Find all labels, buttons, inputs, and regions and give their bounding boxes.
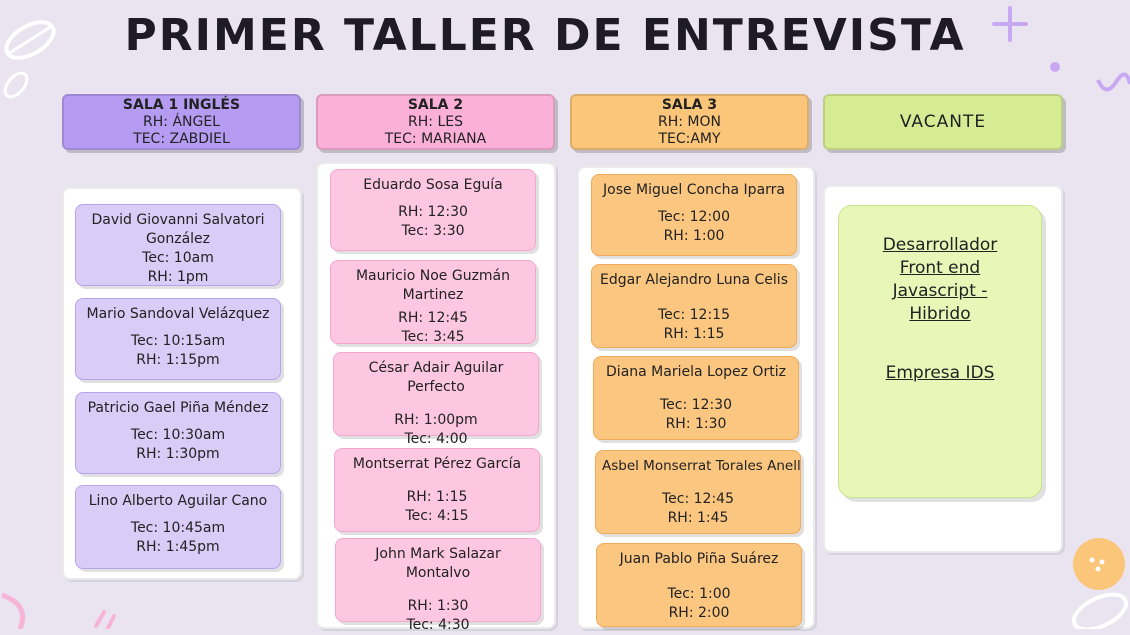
candidate-time-2: Tec: 3:30 xyxy=(401,223,465,239)
candidate-card xyxy=(330,169,536,251)
candidate-card xyxy=(335,538,541,633)
candidate-time-2: Tec: 4:30 xyxy=(406,617,470,633)
vacancy-header xyxy=(823,94,1063,150)
candidate-name: David Giovanni Salvatori González xyxy=(91,212,265,247)
vacancy-card xyxy=(838,205,1042,498)
candidate-card xyxy=(591,264,797,348)
candidate-card xyxy=(75,485,281,569)
candidate-time-1: Tec: 12:00 xyxy=(658,209,730,225)
candidate-name: Juan Pablo Piña Suárez xyxy=(619,551,779,567)
candidate-time-1: RH: 12:45 xyxy=(398,310,468,326)
candidate-name: Montserrat Pérez García xyxy=(352,456,522,472)
candidate-time-1: Tec: 10:30am xyxy=(130,427,226,443)
leaf-decoration-icon xyxy=(1066,584,1130,629)
candidate-name: Diana Mariela Lopez Ortiz xyxy=(606,364,786,380)
vacancy-role-line: Desarrollador xyxy=(882,235,998,255)
candidate-card xyxy=(593,356,799,440)
room-rh: RH: ÁNGEL xyxy=(143,113,220,130)
room-name: SALA 3 xyxy=(661,96,718,113)
candidate-time-2: RH: 1:15pm xyxy=(136,352,220,368)
candidate-time-1: Tec: 12:45 xyxy=(662,491,734,507)
candidate-name: Mario Sandoval Velázquez xyxy=(86,306,270,322)
page-title: PRIMER TALLER DE ENTREVISTA xyxy=(124,10,966,61)
room-header-sala-3 xyxy=(570,94,809,150)
room-name: SALA 1 INGLÉS xyxy=(122,96,241,113)
vacancy-role-line: Javascript - xyxy=(892,281,988,301)
candidate-card xyxy=(330,260,536,344)
candidate-name: Lino Alberto Aguilar Cano xyxy=(88,493,268,509)
room-header-sala-2 xyxy=(316,94,555,150)
candidate-card xyxy=(595,450,801,534)
room-tec: TEC: MARIANA xyxy=(384,130,487,147)
vacancy-company: Empresa IDS xyxy=(885,363,995,383)
candidate-name: Edgar Alejandro Luna Celis xyxy=(600,272,788,288)
candidate-time-2: RH: 1:45 xyxy=(667,510,729,526)
candidate-time-2: RH: 1:30pm xyxy=(136,446,220,462)
candidate-card xyxy=(333,352,539,447)
leaf-decoration-icon xyxy=(0,65,34,105)
candidate-time-1: Tec: 10am xyxy=(142,250,214,266)
candidate-name: Eduardo Sosa Eguía xyxy=(363,177,503,193)
candidate-time-2: Tec: 3:45 xyxy=(401,329,465,345)
candidate-card xyxy=(75,298,281,380)
candidate-time-2: RH: 1:00 xyxy=(663,228,725,244)
candidate-name: Patricio Gael Piña Méndez xyxy=(87,400,269,416)
candidate-time-1: Tec: 10:15am xyxy=(130,333,226,349)
candidate-time-2: RH: 2:00 xyxy=(668,605,730,621)
swirl-decoration-icon xyxy=(0,575,40,629)
candidate-card xyxy=(591,174,797,256)
candidate-time-2: Tec: 4:15 xyxy=(405,508,469,524)
room-name: SALA 2 xyxy=(407,96,464,113)
candidate-name: Jose Miguel Concha Iparra xyxy=(603,182,785,198)
vacancy-header-label: VACANTE xyxy=(899,111,987,132)
room-rh: RH: MON xyxy=(658,113,721,130)
vacancy-role-line: Hibrido xyxy=(909,304,971,324)
sparkle-icon xyxy=(92,606,122,629)
candidate-name: César Adair Aguilar Perfecto xyxy=(368,360,504,395)
room-tec: TEC:AMY xyxy=(658,130,721,147)
candidate-card xyxy=(334,448,540,532)
squiggle-icon xyxy=(1096,70,1130,100)
candidate-name: Asbel Monserrat Torales Anell xyxy=(602,458,801,474)
candidate-time-2: RH: 1pm xyxy=(147,269,209,285)
candidate-time-2: Tec: 4:00 xyxy=(404,431,468,447)
room-tec: TEC: ZABDIEL xyxy=(133,130,230,147)
candidate-card xyxy=(75,392,281,474)
candidate-time-2: RH: 1:45pm xyxy=(136,539,220,555)
room-header-sala-1 xyxy=(62,94,301,150)
candidate-time-2: RH: 1:15 xyxy=(663,326,725,342)
candidate-time-1: RH: 1:30 xyxy=(407,598,469,614)
candidate-time-1: RH: 1:15 xyxy=(406,489,468,505)
room-rh: RH: LES xyxy=(408,113,463,130)
candidate-time-1: Tec: 12:30 xyxy=(660,397,732,413)
vacancy-role-line: Front end xyxy=(899,258,981,278)
candidate-card xyxy=(75,204,281,286)
dot-icon xyxy=(1048,60,1062,74)
candidate-name: John Mark Salazar Montalvo xyxy=(375,546,501,581)
candidate-name: Mauricio Noe Guzmán Martinez xyxy=(355,268,511,303)
candidate-card xyxy=(596,543,802,627)
candidate-time-1: Tec: 12:15 xyxy=(658,307,730,323)
candidate-time-1: Tec: 10:45am xyxy=(130,520,226,536)
candidate-time-1: RH: 12:30 xyxy=(398,204,468,220)
candidate-time-2: RH: 1:30 xyxy=(665,416,727,432)
candidate-time-1: RH: 1:00pm xyxy=(394,412,478,428)
candidate-time-1: Tec: 1:00 xyxy=(667,586,731,602)
